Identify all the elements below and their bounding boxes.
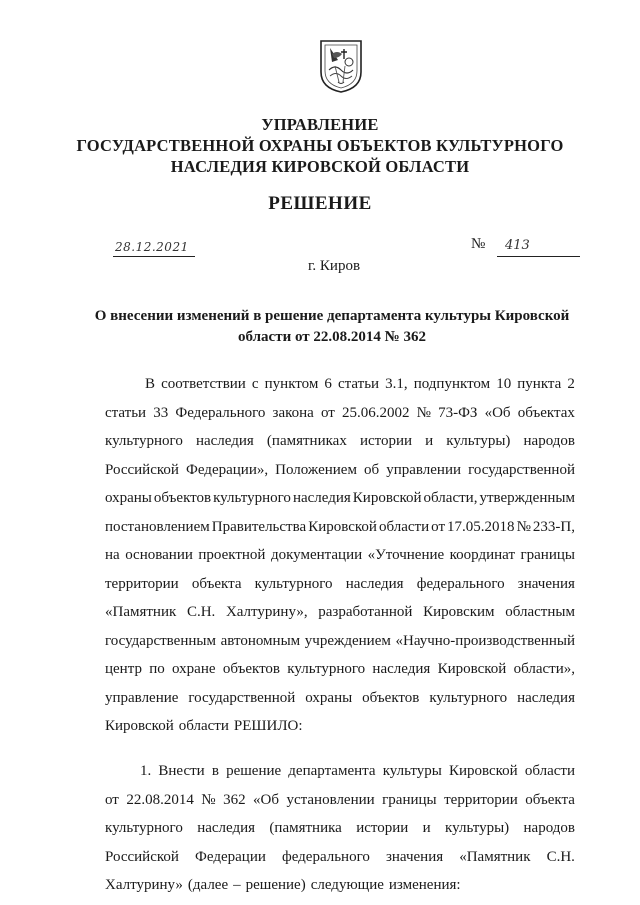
paragraph-line: постановлением Правительства Кировской области от 17.05.2018 № 233-П, (105, 518, 575, 535)
paragraph-line: В соответствии с пунктом 6 статьи 3.1, подпунктом 10 пункта 2 (145, 376, 575, 392)
paragraph-preamble (105, 370, 575, 741)
paragraph-line: государственным автономным учреждением «Научно-производственный (105, 632, 575, 649)
paragraph-line: Российской Федерации», Положением об управлении государственной (105, 461, 575, 478)
number-label: № (471, 236, 486, 252)
paragraph-line: Халтурину» (далее – решение) следующие изменения: (105, 877, 461, 893)
paragraph-item-1 (105, 757, 575, 900)
paragraph-line: от 22.08.2014 № 362 «Об установлении границы территории объекта (105, 791, 575, 808)
paragraph-line: охраны объектов культурного наследия Кировской области, утвержденным (105, 490, 575, 506)
city-line: г. Киров (307, 258, 361, 274)
paragraph-line: Российской Федерации федерального значения «Памятник С.Н. (105, 848, 575, 865)
coat-of-arms-icon (318, 38, 364, 94)
paragraph-line: на основании проектной документации «Уточнение координат границы (105, 547, 575, 563)
document-type-title: РЕШЕНИЕ (268, 193, 372, 214)
handwritten-number: 413 (505, 238, 530, 253)
paragraph-line: культурного наследия (памятниках истории и культуры) народов (105, 433, 575, 449)
subject-heading (0, 306, 640, 348)
handwritten-date: 28.12.2021 (115, 240, 189, 254)
subject-line: области от 22.08.2014 № 362 (238, 329, 426, 345)
paragraph-line: 1. Внести в решение департамента культуры Кировской области (140, 763, 575, 779)
paragraph-line: управление государственной охраны объектов культурного наследия (105, 689, 575, 706)
paragraph-line: Кировской области РЕШИЛО: (105, 718, 303, 734)
agency-line: УПРАВЛЕНИЕ (261, 115, 379, 134)
paragraph-line: статьи 33 Федерального закона от 25.06.2002 № 73-ФЗ «Об объектах (105, 404, 575, 421)
date-field (113, 240, 195, 257)
agency-line: ГОСУДАРСТВЕННОЙ ОХРАНЫ ОБЪЕКТОВ КУЛЬТУРНОГО (76, 136, 564, 155)
agency-name (0, 114, 640, 177)
number-field (497, 240, 580, 257)
paragraph-line: центр по охране объектов культурного наследия Кировской области», (105, 661, 575, 677)
subject-line: О внесении изменений в решение департамента культуры Кировской (94, 308, 570, 324)
paragraph-line: территории объекта культурного наследия федерального значения (105, 575, 575, 592)
paragraph-line: культурного наследия (памятника истории и культуры) народов (105, 820, 575, 836)
paragraph-line: «Памятник С.Н. Халтурину», разработанной Кировским областным (105, 604, 575, 620)
agency-line: НАСЛЕДИЯ КИРОВСКОЙ ОБЛАСТИ (170, 157, 470, 176)
